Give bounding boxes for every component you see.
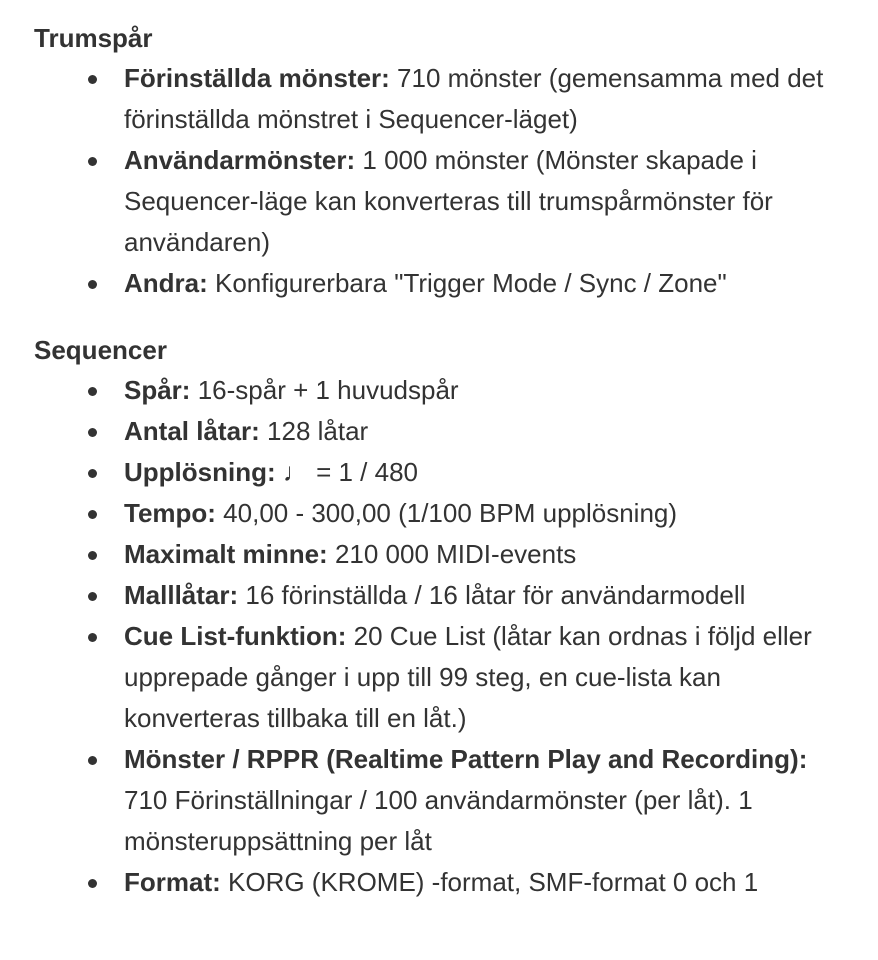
- list-item: [34, 493, 854, 534]
- spec-value: 128 låtar: [259, 416, 369, 446]
- spec-key: Tempo:: [124, 498, 216, 528]
- bullet-icon: [88, 592, 97, 601]
- spec-key: Cue List-funktion:: [124, 621, 347, 651]
- bullet-icon: [88, 280, 97, 289]
- bullet-icon: [88, 75, 97, 84]
- section-title-sequencer: Sequencer: [34, 335, 167, 365]
- section-title-trumspar: Trumspår: [34, 23, 153, 53]
- spec-value: 1 000 mönster (Mönster skapade i Sequencer-läge kan konverteras till trumspårmönster för användaren): [124, 145, 773, 257]
- spec-key: Användarmönster:: [124, 145, 356, 175]
- bullet-icon: [88, 428, 97, 437]
- spec-value: 16-spår + 1 huvudspår: [190, 375, 459, 405]
- bullet-icon: [88, 510, 97, 519]
- list-item: [34, 58, 854, 140]
- list-item: [34, 616, 854, 739]
- list-item: [34, 140, 854, 263]
- spec-key: Upplösning:: [124, 457, 276, 487]
- list-item: [34, 263, 854, 304]
- spec-key: Maximalt minne:: [124, 539, 328, 569]
- list-item: [34, 739, 854, 862]
- spec-key: Malllåtar:: [124, 580, 239, 610]
- sequencer-list: [34, 370, 854, 903]
- bullet-icon: [88, 551, 97, 560]
- spec-value: 20 Cue List (låtar kan ordnas i följd eller upprepade gånger i upp till 99 steg, en cue-lista kan konverteras tillbaka till en låt.): [124, 621, 812, 733]
- spec-value: Konfigurerbara "Trigger Mode / Sync / Zone": [207, 268, 727, 298]
- spec-key: Antal låtar:: [124, 416, 260, 446]
- list-item: [34, 534, 854, 575]
- trumspar-list: [34, 58, 854, 304]
- bullet-icon: [88, 469, 97, 478]
- list-item: [34, 862, 854, 903]
- spec-value: 16 förinställda / 16 låtar för användarmodell: [238, 580, 746, 610]
- spec-key: Andra:: [124, 268, 208, 298]
- spec-value: 40,00 - 300,00 (1/100 BPM upplösning): [215, 498, 678, 528]
- bullet-icon: [88, 633, 97, 642]
- list-item: [34, 452, 854, 493]
- spec-value: ♩ = 1 / 480: [275, 457, 419, 487]
- spec-value: 710 mönster (gemensamma med det förinställda mönstret i Sequencer-läget): [124, 63, 824, 134]
- list-item: [34, 575, 854, 616]
- bullet-icon: [88, 387, 97, 396]
- spec-key: Format:: [124, 867, 221, 897]
- bullet-icon: [88, 756, 97, 765]
- spec-key: Förinställda mönster:: [124, 63, 390, 93]
- list-item: [34, 370, 854, 411]
- spec-key: Spår:: [124, 375, 191, 405]
- spec-value: KORG (KROME) -format, SMF-format 0 och 1: [220, 867, 759, 897]
- bullet-icon: [88, 879, 97, 888]
- list-item: [34, 411, 854, 452]
- spec-value: 210 000 MIDI-events: [327, 539, 577, 569]
- bullet-icon: [88, 157, 97, 166]
- spec-value: 710 Förinställningar / 100 användarmönster (per låt). 1 mönsteruppsättning per låt: [124, 785, 753, 856]
- spec-key: Mönster / RPPR (Realtime Pattern Play and Recording):: [124, 744, 808, 774]
